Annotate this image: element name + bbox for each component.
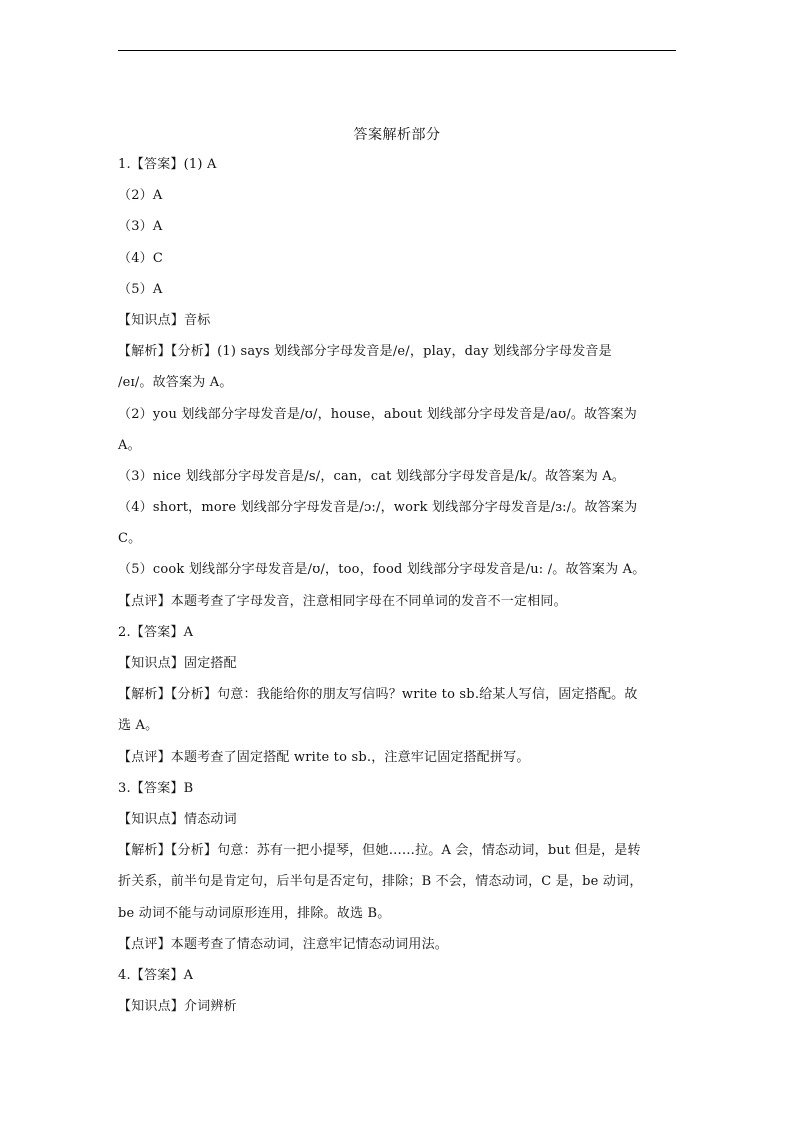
text-line: /eɪ/。故答案为 A。 — [118, 375, 233, 391]
text-line: （4）short，more 划线部分字母发音是/ɔ:/，work 划线部分字母发音是/ɜ:/。故答案为 — [118, 500, 638, 516]
text-line: （2）A — [118, 188, 163, 204]
text-line: 折关系，前半句是肯定句，后半句是否定句，排除；B 不会，情态动词，C 是，be 动词， — [118, 874, 643, 890]
text-line: 【解析】【分析】句意：苏有一把小提琴，但她……拉。A 会，情态动词，but 但是，是转 — [118, 843, 641, 859]
answer-analysis-body — [118, 152, 678, 1025]
text-line: （2）you 划线部分字母发音是/ʊ/，house，about 划线部分字母发音是/aʊ/。故答案为 — [118, 406, 637, 422]
text-line: （5）cook 划线部分字母发音是/ʊ/，too，food 划线部分字母发音是/u: /。故答案为 A。 — [118, 562, 646, 578]
text-line: 1.【答案】(1) A — [118, 157, 217, 172]
text-line: 【知识点】介词辨析 — [118, 999, 237, 1015]
text-line: be 动词不能与动词原形连用，排除。故选 B。 — [118, 905, 391, 921]
text-line: （4）C — [118, 250, 164, 266]
text-line: 【知识点】固定搭配 — [118, 656, 237, 671]
section-title: 答案解析部分 — [353, 127, 441, 143]
text-line: （3）nice 划线部分字母发音是/s/，can，cat 划线部分字母发音是/k/。故答案为 A。 — [118, 468, 626, 484]
text-line: 【点评】本题考查了固定搭配 write to sb.，注意牢记固定搭配拼写。 — [118, 749, 530, 765]
text-line: 【知识点】音标 — [118, 312, 211, 328]
text-line: 【解析】【分析】(1) says 划线部分字母发音是/e/，play，day 划线部分字母发音是 — [118, 344, 612, 360]
text-line: 3.【答案】B — [118, 780, 194, 796]
header-rule — [118, 50, 676, 51]
text-line: 选 A。 — [118, 718, 159, 734]
text-line: 【知识点】情态动词 — [118, 811, 237, 827]
text-line: 4.【答案】A — [118, 967, 194, 983]
text-line: （3）A — [118, 219, 163, 235]
text-line: 【点评】本题考查了字母发音，注意相同字母在不同单词的发音不一定相同。 — [118, 593, 567, 609]
text-line: A。 — [118, 437, 141, 453]
text-line: 2.【答案】A — [118, 624, 194, 640]
text-line: C。 — [118, 531, 142, 547]
text-line: 【点评】本题考查了情态动词，注意牢记情态动词用法。 — [118, 936, 449, 952]
text-line: （5）A — [118, 281, 163, 297]
text-line: 【解析】【分析】句意：我能给你的朋友写信吗？write to sb.给某人写信，固定搭配。故 — [118, 687, 638, 703]
